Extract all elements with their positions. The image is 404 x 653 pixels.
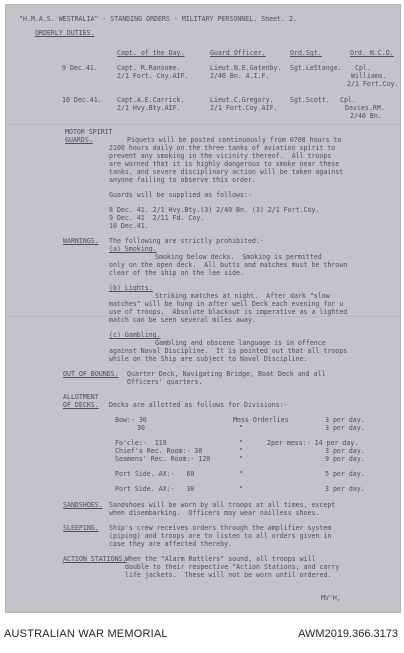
sandshoes-heading: SANDSHOES. (63, 501, 103, 509)
action-stations-text: When the "Alarm Rattlers" sound, all troops will (125, 555, 316, 563)
sleeping-heading: SLEEPING. (63, 524, 99, 532)
warning-c-text: while on the Ship are subject to Naval Discipline. (109, 355, 308, 363)
deck-row-ditto: " (239, 485, 243, 493)
col-ord-sgt: Ord.Sgt. (290, 49, 322, 57)
allotment-heading-1: ALLOTMENT (63, 393, 99, 401)
out-of-bounds-text: Officers' quarters. (127, 378, 203, 386)
institution-name: AUSTRALIAN WAR MEMORIAL (4, 628, 168, 640)
warning-a-heading: (a) Smoking. (109, 245, 157, 253)
deck-row-count: 3 per day. (325, 447, 365, 455)
row1-date: 9 Dec.41. (62, 64, 98, 72)
guards-heading-2: GUARDS. (65, 136, 93, 144)
warnings-intro: The following are strictly prohibited:- (109, 237, 264, 245)
row2-captain: Capt.A.E.Carrick. (117, 96, 185, 104)
deck-row-orderlies: Mess Orderlies (233, 416, 289, 424)
guards-text: are warned that it is highly dangerous to smoke near these (109, 160, 340, 168)
typed-orders (5, 4, 401, 613)
warning-b-text: match can be seen several miles away. (109, 316, 256, 324)
row1-captain: Capt. R.Ransome. (117, 64, 181, 72)
row2-date: 10 Dec.41. (62, 96, 102, 104)
deck-row: Chief's Rec. Room:- 30 (115, 447, 203, 455)
deck-row: Bow:- 30 (115, 416, 147, 424)
warning-b-text: Striking matches at night. After dark "slow (155, 292, 330, 300)
deck-row: Fo'cle:- 119 (115, 439, 167, 447)
col-ord-nco: Ord. N.C.O. (350, 49, 394, 57)
warning-a-text: Smoking below decks. Smoking is permitted (155, 253, 322, 261)
guards-text: anyone failing to observe this order. (109, 176, 256, 184)
sleeping-text: case they are affected thereby. (109, 540, 233, 548)
deck-row: Seamens' Rec. Room:- 120 (115, 455, 211, 463)
warning-b-text: use of troops. Absolute blackout is imperative as a lighted (109, 308, 348, 316)
allotment-heading-2: OF DECKS. (63, 401, 99, 409)
out-of-bounds-heading: OUT OF BOUNDS. (63, 370, 119, 378)
warning-a-text: only on the open deck. All butts and matches must be thrown (109, 261, 348, 269)
deck-row-ditto: " (239, 424, 243, 432)
deck-row-ditto: " (239, 439, 243, 447)
row2-guard-unit: 2/1 Fort.Coy.AIF. (210, 104, 278, 112)
accession-number: AWM2019.366.3173 (298, 628, 398, 640)
guards-roster: 10 Dec.41. (109, 222, 149, 230)
row1-corporal: Cpl. (355, 64, 371, 72)
guards-text: Guards will be supplied as follows:- (109, 191, 252, 199)
warning-c-heading: (c) Gambling. (109, 331, 161, 339)
row1-guard-unit: 2/40 Bn. A.I.F. (210, 72, 270, 80)
deck-row-count: 3 per day. (325, 485, 365, 493)
guards-roster: 8 Dec. 41. 2/1 Hvy.Bty.(3) 2/40 Bn. (3) 2/1 Fort.Coy. (109, 206, 320, 214)
guards-text: tanks, and severe disciplinary action will be taken against (109, 168, 344, 176)
sheet-header: "H.M.A.S. WESTRALIA" - STANDING ORDERS - MILITARY PERSONNEL. Sheet. 2. (19, 15, 297, 23)
archive-footer (0, 613, 404, 653)
sleeping-text: Ship's crew receives orders through the amplifier system (109, 524, 332, 532)
deck-row-ditto: " (239, 470, 243, 478)
orderly-duties-heading: ORDERLY DUTIES. (35, 29, 95, 37)
allotment-intro: Decks are allotted as follows for Divisions:- (109, 401, 288, 409)
row2-sergeant: Sgt.Scott. (290, 96, 330, 104)
deck-row-count: 9 per day. (325, 455, 365, 463)
deck-row-ditto: " (239, 447, 243, 455)
sandshoes-text: when disembarking. Officers may wear nailless shoes. (109, 509, 320, 517)
typist-initials: MV'H, (321, 594, 341, 602)
warning-a-text: clear of the ship on the lee side. (109, 269, 244, 277)
row1-corporal-unit: 2/1 Fort.Coy. (347, 80, 399, 88)
guards-text: prevent any smoking in the vicinity thereof. All troops (109, 152, 332, 160)
guards-text: 2100 hours daily on the three tanks of aviation spirit to (109, 144, 336, 152)
row2-captain-unit: 2/1 Hvy.Bty.AIF. (117, 104, 181, 112)
row2-corporal: Cpl. (340, 96, 356, 104)
out-of-bounds-text: Quarter Deck, Navigating Bridge, Boat Deck and all (127, 370, 326, 378)
col-guard-officer: Guard Officer. (210, 49, 266, 57)
action-stations-heading: ACTION STATIONS. (63, 555, 127, 563)
guards-text: Piquets will be posted continuously from 0700 hours to (127, 136, 342, 144)
document-page (5, 4, 401, 613)
warnings-heading: WARNINGS. (63, 237, 99, 245)
row1-sergeant: Sgt.LeStange. (290, 64, 342, 72)
row2-corporal-name: Davies.RM. (345, 104, 385, 112)
row1-corporal-name: Williams. (351, 72, 387, 80)
deck-row-count: 3 per day. (325, 424, 365, 432)
col-capt-of-day: Capt. of the Day. (117, 49, 185, 57)
deck-row: Port Side. AX:- 30 (115, 485, 195, 493)
deck-row-count: 2per mess:- 14 per day. (267, 439, 359, 447)
deck-row: 30 (137, 424, 145, 432)
guards-heading-1: MOTOR SPIRIT (65, 128, 113, 136)
warning-b-text: matches" will be hung in after well Deck each evening for u (109, 300, 344, 308)
deck-row-ditto: " (239, 455, 243, 463)
sandshoes-text: Sandshoes will be worn by all troops at all times, except (109, 501, 336, 509)
row1-guard: Lieut.N.E.Gatenby. (210, 64, 282, 72)
sleeping-text: (piping) and troops are to listen to all orders given in (109, 532, 332, 540)
row1-captain-unit: 2/1 Fort. Coy.AIF. (117, 72, 189, 80)
action-stations-text: life jackets. These will not be worn until ordered. (125, 571, 332, 579)
warning-c-text: Gambling and obscene language is in offence (155, 339, 326, 347)
warning-b-heading: (b) Lights. (109, 284, 153, 292)
row2-corporal-unit: 2/40 Bn. (350, 112, 382, 120)
deck-row-count: 5 per day. (325, 470, 365, 478)
deck-row: Port Side. AX:- 60 (115, 470, 195, 478)
action-stations-text: double to their respective "Action Stations, and carry (125, 563, 340, 571)
deck-row-count: 3 per day. (325, 416, 365, 424)
warning-c-text: against Naval Discipline. It is pointed out that all troops (109, 347, 348, 355)
row2-guard: Lieut.C.Gregory. (210, 96, 274, 104)
guards-roster: 9 Dec. 41 2/11 Fd. Coy. (109, 214, 205, 222)
